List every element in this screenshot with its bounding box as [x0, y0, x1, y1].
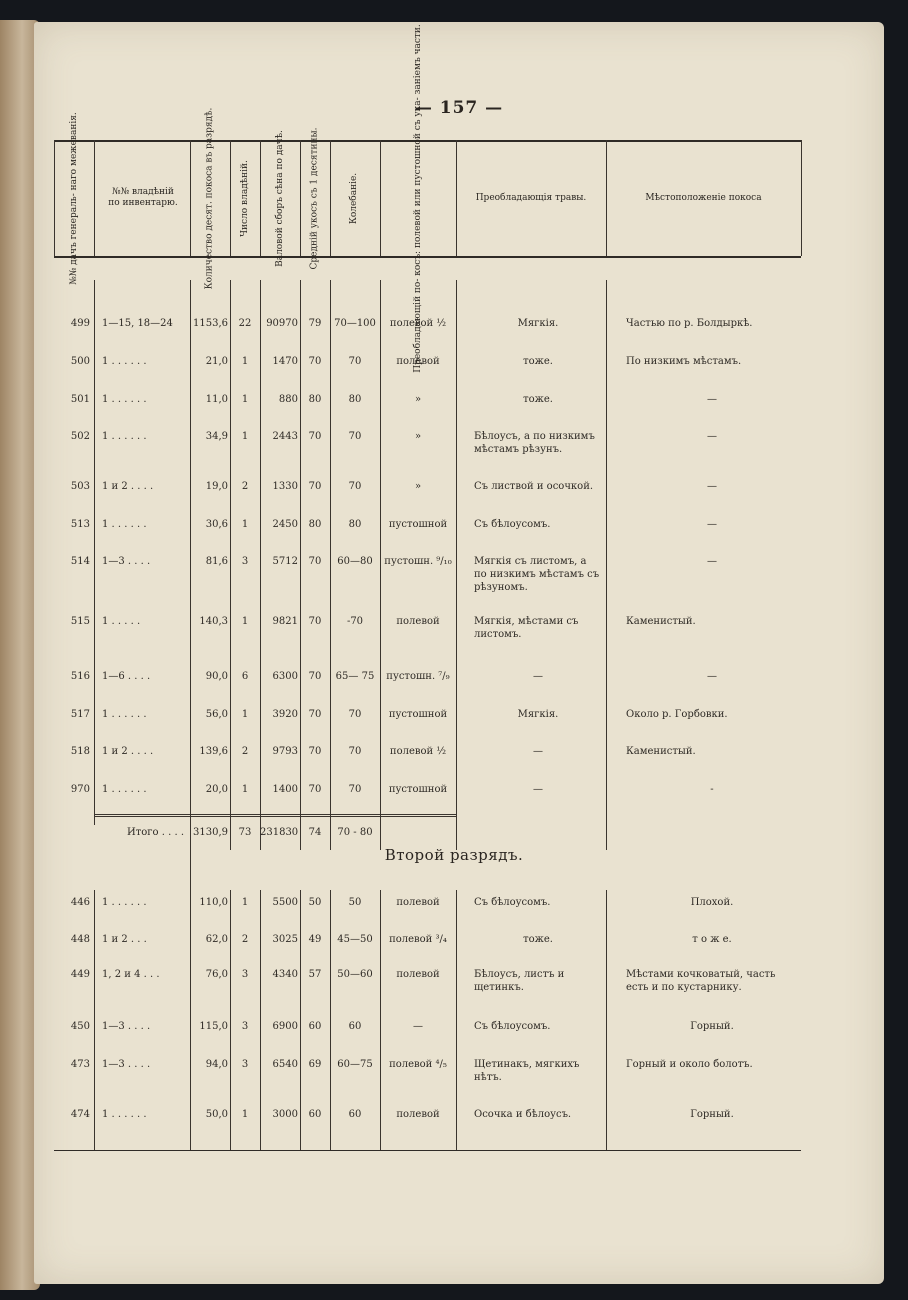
cell-preobladayushchiy: полевой ⁴/₅ — [389, 1059, 447, 1070]
cell-vladeniya: 1 . . . . . . — [102, 431, 147, 442]
cell-dacha: 501 — [70, 394, 90, 405]
header-divider — [380, 140, 381, 256]
cell-travy: Бѣлоусъ, а по низкимъ мѣстамъ рѣзунъ. — [474, 431, 595, 455]
cell-valovoy: 5500 — [272, 897, 298, 908]
cell-dacha: 514 — [70, 556, 90, 567]
cell-chislo: 1 — [241, 784, 249, 795]
cell-preobladayushchiy: полевой — [396, 897, 440, 908]
cell-valovoy: 3920 — [272, 709, 298, 720]
section-title-second-grade: Второй разрядъ. — [384, 846, 524, 864]
header-divider — [54, 140, 55, 256]
cell-preobladayushchiy: полевой ³/₄ — [389, 934, 447, 945]
header-divider — [190, 140, 191, 256]
cell-travy: Съ бѣлоусомъ. — [474, 897, 551, 908]
total-rule — [94, 816, 456, 817]
cell-mestopolozhenie: Горный и около болотъ. — [626, 1059, 753, 1070]
cell-kolichestvo: 56,0 — [205, 709, 228, 720]
cell-kolebanie: 70 — [348, 431, 362, 442]
cell-chislo: 1 — [241, 394, 249, 405]
header-divider — [456, 140, 457, 256]
cell-valovoy: 6540 — [272, 1059, 298, 1070]
cell-vladeniya: 1—15, 18—24 — [102, 318, 173, 329]
cell-sredniy: 70 — [308, 481, 322, 492]
cell-preobladayushchiy: пустошной — [388, 784, 448, 795]
cell-chislo: 1 — [241, 616, 249, 627]
cell-preobladayushchiy: » — [414, 481, 422, 492]
cell-mestopolozhenie: Горный. — [690, 1021, 734, 1032]
header-travy: Преобладающія травы. — [475, 192, 587, 203]
cell-preobladayushchiy: пустошной — [388, 519, 448, 530]
cell-kolebanie: 45—50 — [337, 934, 373, 945]
cell-valovoy: 6300 — [272, 671, 298, 682]
cell-kolebanie: -70 — [346, 616, 364, 627]
cell-sredniy: 70 — [308, 616, 322, 627]
cell-preobladayushchiy: » — [414, 431, 422, 442]
cell-mestopolozhenie: По низкимъ мѣстамъ. — [626, 356, 742, 367]
cell-travy: — — [533, 784, 543, 795]
cell-mestopolozhenie: Частью по р. Болдыркѣ. — [626, 318, 753, 329]
cell-mestopolozhenie: — — [707, 556, 717, 567]
cell-travy: тоже. — [523, 934, 553, 945]
cell-chislo: 1 — [241, 356, 249, 367]
cell-mestopolozhenie: Около р. Горбовки. — [626, 709, 728, 720]
header-kolichestvo: Количество десят. покоса въ разрядѣ. — [204, 107, 215, 289]
cell-mestopolozhenie: Плохой. — [690, 897, 734, 908]
cell-valovoy: 2450 — [272, 519, 298, 530]
cell-travy: Съ бѣлоусомъ. — [474, 519, 551, 530]
cell-vladeniya: 1, 2 и 4 . . . — [102, 969, 160, 980]
cell-travy: Мягкія. — [517, 709, 559, 720]
column-divider — [94, 890, 95, 1150]
total-valovoy: 231830 — [260, 827, 299, 838]
cell-preobladayushchiy: » — [414, 394, 422, 405]
cell-kolebanie: 50 — [348, 897, 362, 908]
cell-kolichestvo: 140,3 — [199, 616, 228, 627]
total-kolichestvo: 3130,9 — [193, 827, 228, 838]
cell-dacha: 473 — [70, 1059, 90, 1070]
cell-sredniy: 49 — [308, 934, 322, 945]
cell-dacha: 515 — [70, 616, 90, 627]
cell-vladeniya: 1 и 2 . . . . — [102, 746, 154, 757]
column-divider — [94, 280, 95, 825]
header-dacha: №№ дачъ генераль- наго межеванія. — [68, 111, 79, 285]
cell-vladeniya: 1 . . . . . . — [102, 897, 147, 908]
cell-kolebanie: 50—60 — [337, 969, 373, 980]
cell-mestopolozhenie: Каменистый. — [626, 746, 696, 757]
cell-sredniy: 69 — [308, 1059, 322, 1070]
cell-valovoy: 90970 — [266, 318, 298, 329]
cell-kolichestvo: 76,0 — [205, 969, 228, 980]
cell-sredniy: 60 — [308, 1021, 322, 1032]
cell-travy: — — [533, 746, 543, 757]
cell-vladeniya: 1 и 2 . . . — [102, 934, 147, 945]
cell-chislo: 6 — [241, 671, 249, 682]
cell-travy: Мягкія, мѣстами съ листомъ. — [474, 616, 579, 640]
cell-vladeniya: 1 и 2 . . . . — [102, 481, 154, 492]
cell-kolebanie: 60 — [348, 1021, 362, 1032]
cell-valovoy: 9793 — [272, 746, 298, 757]
cell-preobladayushchiy: пустошн. ⁹/₁₀ — [384, 556, 452, 567]
header-bottom-rule — [54, 256, 801, 258]
header-preobladayushchiy: Преобладающій по- косъ: полевой или пустошной съ ука- заніемъ части. — [412, 23, 423, 373]
column-divider — [606, 890, 607, 1150]
cell-kolebanie: 70 — [348, 784, 362, 795]
cell-vladeniya: 1 . . . . . . — [102, 519, 147, 530]
cell-chislo: 1 — [241, 897, 249, 908]
cell-dacha: 449 — [70, 969, 90, 980]
cell-vladeniya: 1—6 . . . . — [102, 671, 151, 682]
cell-kolebanie: 70 — [348, 709, 362, 720]
cell-chislo: 1 — [241, 1109, 249, 1120]
cell-valovoy: 880 — [278, 394, 298, 405]
header-divider — [260, 140, 261, 256]
cell-chislo: 1 — [241, 431, 249, 442]
cell-mestopolozhenie: - — [710, 784, 714, 795]
cell-vladeniya: 1 . . . . . . — [102, 709, 147, 720]
cell-preobladayushchiy: — — [413, 1021, 423, 1032]
total-sredniy: 74 — [308, 827, 322, 838]
cell-preobladayushchiy: полевой — [396, 616, 440, 627]
cell-dacha: 450 — [70, 1021, 90, 1032]
cell-vladeniya: 1 . . . . . . — [102, 784, 147, 795]
cell-sredniy: 50 — [308, 897, 322, 908]
cell-travy: Съ бѣлоусомъ. — [474, 1021, 551, 1032]
header-valovoy: Валовой сборъ сѣна по дачѣ. — [274, 129, 285, 267]
cell-kolichestvo: 11,0 — [205, 394, 228, 405]
cell-chislo: 3 — [241, 969, 249, 980]
cell-mestopolozhenie: — — [707, 394, 717, 405]
cell-mestopolozhenie: — — [707, 519, 717, 530]
cell-kolebanie: 60—80 — [337, 556, 373, 567]
header-chislo: Число владѣній. — [239, 159, 250, 237]
cell-dacha: 500 — [70, 356, 90, 367]
cell-dacha: 474 — [70, 1109, 90, 1120]
cell-sredniy: 70 — [308, 431, 322, 442]
total-label: Итого . . . . — [127, 827, 184, 838]
cell-preobladayushchiy: пустошн. ⁷/₉ — [386, 671, 450, 682]
column-divider — [606, 280, 607, 850]
cell-mestopolozhenie: — — [707, 481, 717, 492]
cell-valovoy: 9821 — [272, 616, 298, 627]
cell-sredniy: 70 — [308, 784, 322, 795]
header-kolebanie: Колебаніе. — [349, 172, 360, 224]
cell-sredniy: 70 — [308, 356, 322, 367]
cell-chislo: 1 — [241, 519, 249, 530]
cell-valovoy: 4340 — [272, 969, 298, 980]
cell-preobladayushchiy: полевой — [396, 356, 440, 367]
cell-mestopolozhenie: — — [707, 431, 717, 442]
header-divider — [300, 140, 301, 256]
cell-kolichestvo: 34,9 — [205, 431, 228, 442]
cell-kolichestvo: 62,0 — [205, 934, 228, 945]
cell-vladeniya: 1 . . . . . — [102, 616, 141, 627]
cell-chislo: 22 — [238, 318, 252, 329]
cell-dacha: 513 — [70, 519, 90, 530]
cell-valovoy: 6900 — [272, 1021, 298, 1032]
header-divider — [606, 140, 607, 256]
cell-chislo: 2 — [241, 481, 249, 492]
cell-chislo: 3 — [241, 1021, 249, 1032]
cell-kolebanie: 80 — [348, 394, 362, 405]
cell-sredniy: 70 — [308, 671, 322, 682]
cell-valovoy: 1470 — [272, 356, 298, 367]
cell-vladeniya: 1 . . . . . . — [102, 394, 147, 405]
cell-dacha: 502 — [70, 431, 90, 442]
cell-dacha: 448 — [70, 934, 90, 945]
cell-vladeniya: 1—3 . . . . — [102, 1059, 151, 1070]
header-divider — [94, 140, 95, 256]
cell-chislo: 3 — [241, 1059, 249, 1070]
cell-kolichestvo: 19,0 — [205, 481, 228, 492]
table-bottom-rule — [54, 1150, 801, 1151]
cell-sredniy: 57 — [308, 969, 322, 980]
cell-mestopolozhenie: Мѣстами кочковатый, часть есть и по кустарнику. — [626, 969, 776, 993]
cell-kolebanie: 80 — [348, 519, 362, 530]
header-divider — [330, 140, 331, 256]
cell-preobladayushchiy: пустошной — [388, 709, 448, 720]
cell-valovoy: 1400 — [272, 784, 298, 795]
cell-preobladayushchiy: полевой — [396, 969, 440, 980]
cell-kolichestvo: 81,6 — [205, 556, 228, 567]
cell-kolichestvo: 115,0 — [199, 1021, 228, 1032]
cell-sredniy: 70 — [308, 709, 322, 720]
cell-vladeniya: 1—3 . . . . — [102, 1021, 151, 1032]
cell-kolichestvo: 20,0 — [205, 784, 228, 795]
cell-chislo: 2 — [241, 934, 249, 945]
cell-kolebanie: 70 — [348, 356, 362, 367]
cell-mestopolozhenie: — — [707, 671, 717, 682]
total-rule — [94, 814, 456, 815]
cell-sredniy: 70 — [308, 556, 322, 567]
cell-preobladayushchiy: полевой ½ — [389, 318, 447, 329]
cell-dacha: 503 — [70, 481, 90, 492]
cell-kolichestvo: 110,0 — [199, 897, 228, 908]
cell-sredniy: 80 — [308, 394, 322, 405]
cell-kolebanie: 60 — [348, 1109, 362, 1120]
cell-travy: тоже. — [523, 394, 553, 405]
cell-dacha: 516 — [70, 671, 90, 682]
cell-mestopolozhenie: т о ж е. — [692, 934, 732, 945]
cell-sredniy: 80 — [308, 519, 322, 530]
header-divider — [230, 140, 231, 256]
cell-sredniy: 79 — [308, 318, 322, 329]
cell-mestopolozhenie: Каменистый. — [626, 616, 696, 627]
header-divider — [801, 140, 802, 256]
total-chislo: 73 — [238, 827, 252, 838]
header-mestopolozhenie: Мѣстоположеніе покоса — [645, 192, 762, 203]
cell-chislo: 2 — [241, 746, 249, 757]
cell-kolichestvo: 30,6 — [205, 519, 228, 530]
cell-chislo: 3 — [241, 556, 249, 567]
cell-vladeniya: 1 . . . . . . — [102, 1109, 147, 1120]
header-sredniy: Средній укосъ съ 1 десятины. — [309, 126, 320, 270]
cell-travy: тоже. — [523, 356, 553, 367]
cell-kolebanie: 60—75 — [337, 1059, 373, 1070]
cell-vladeniya: 1—3 . . . . — [102, 556, 151, 567]
cell-mestopolozhenie: Горный. — [690, 1109, 734, 1120]
cell-kolebanie: 70—100 — [334, 318, 376, 329]
cell-travy: Мягкія. — [517, 318, 559, 329]
cell-travy: Бѣлоусъ, листъ и щетинкъ. — [474, 969, 565, 993]
cell-valovoy: 2443 — [272, 431, 298, 442]
column-divider — [456, 890, 457, 1150]
cell-travy: Щетинакъ, мягкихъ нѣтъ. — [474, 1059, 580, 1083]
cell-preobladayushchiy: полевой ½ — [389, 746, 447, 757]
page-number: — 157 — — [414, 98, 504, 118]
cell-chislo: 1 — [241, 709, 249, 720]
cell-vladeniya: 1 . . . . . . — [102, 356, 147, 367]
cell-kolebanie: 65— 75 — [335, 671, 375, 682]
cell-kolichestvo: 90,0 — [205, 671, 228, 682]
cell-kolebanie: 70 — [348, 746, 362, 757]
cell-valovoy: 3000 — [272, 1109, 298, 1120]
cell-dacha: 517 — [70, 709, 90, 720]
cell-sredniy: 60 — [308, 1109, 322, 1120]
cell-travy: Осочка и бѣлоусъ. — [474, 1109, 572, 1120]
cell-dacha: 518 — [70, 746, 90, 757]
book-page — [34, 22, 884, 1284]
cell-kolichestvo: 139,6 — [199, 746, 228, 757]
cell-dacha: 446 — [70, 897, 90, 908]
cell-dacha: 499 — [70, 318, 90, 329]
cell-kolichestvo: 50,0 — [205, 1109, 228, 1120]
cell-valovoy: 1330 — [272, 481, 298, 492]
total-kolebanie: 70 - 80 — [337, 827, 373, 838]
cell-valovoy: 3025 — [272, 934, 298, 945]
cell-travy: — — [533, 671, 543, 682]
cell-kolebanie: 70 — [348, 481, 362, 492]
cell-sredniy: 70 — [308, 746, 322, 757]
cell-travy: Мягкія съ листомъ, а по низкимъ мѣстамъ съ рѣзуномъ. — [474, 556, 600, 593]
header-vladeniya: №№ владѣній по инвентарю. — [108, 187, 178, 208]
cell-valovoy: 5712 — [272, 556, 298, 567]
cell-preobladayushchiy: полевой — [396, 1109, 440, 1120]
cell-kolichestvo: 1153,6 — [193, 318, 228, 329]
column-divider — [456, 280, 457, 850]
cell-kolichestvo: 94,0 — [205, 1059, 228, 1070]
cell-kolichestvo: 21,0 — [205, 356, 228, 367]
cell-travy: Съ листвой и осочкой. — [474, 481, 594, 492]
cell-dacha: 970 — [70, 784, 90, 795]
